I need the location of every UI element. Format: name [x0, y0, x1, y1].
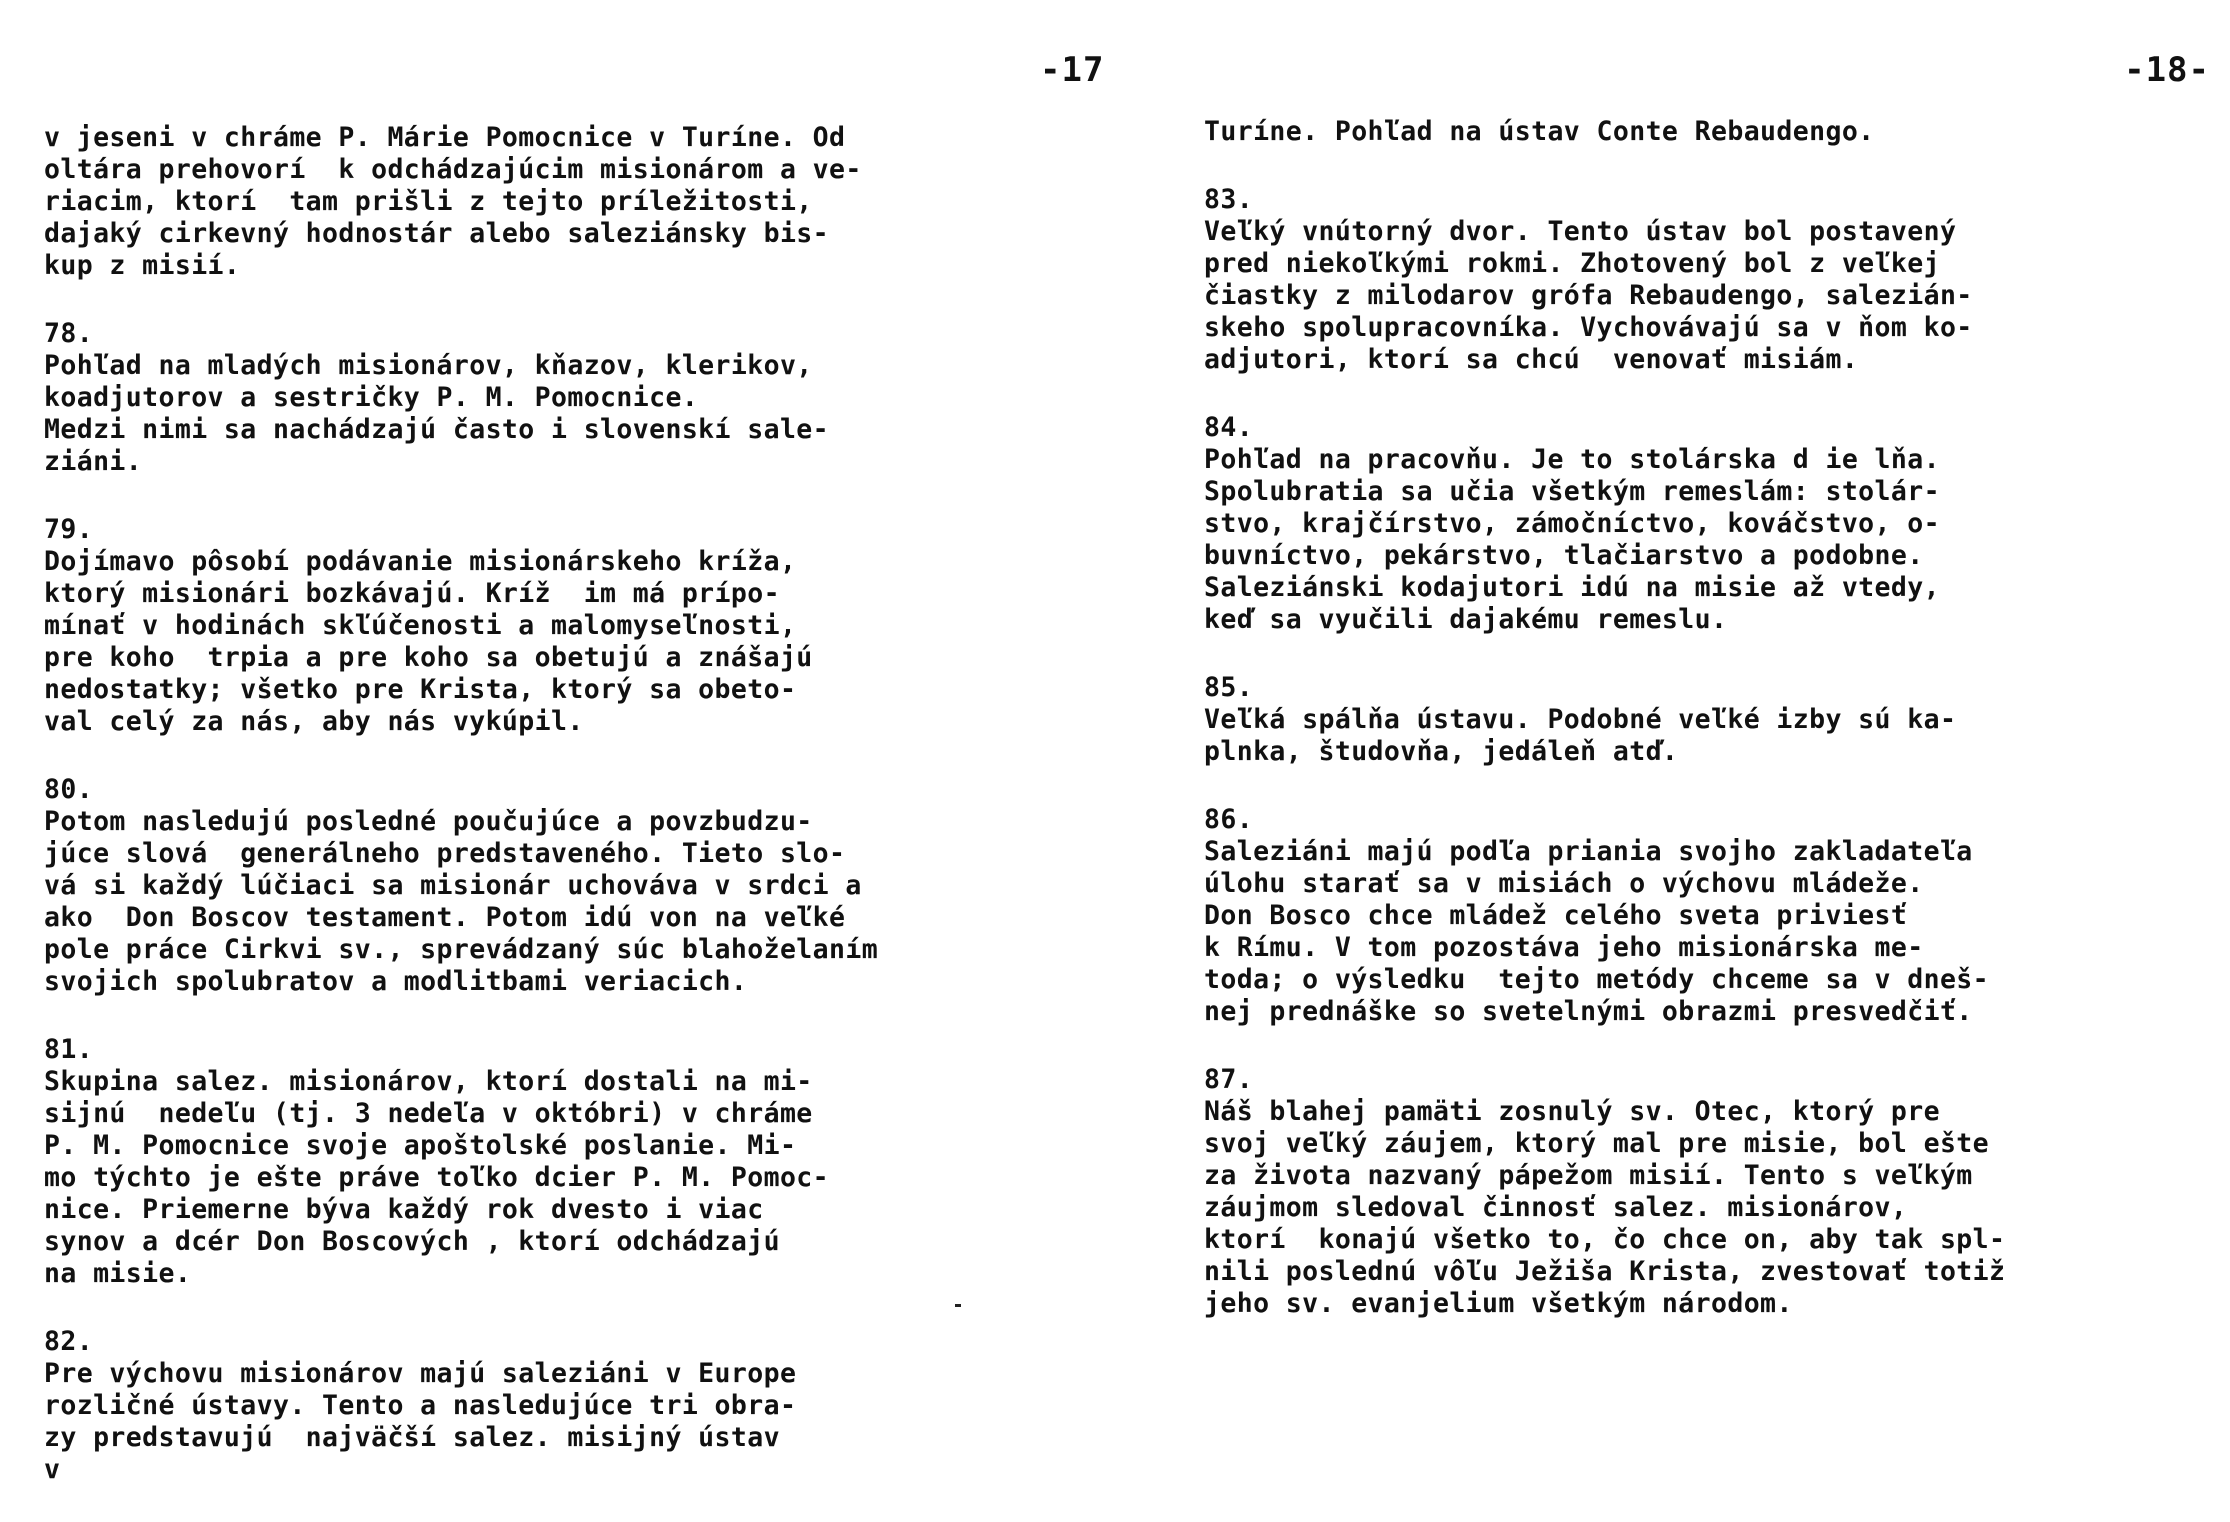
text-line: v [44, 1454, 61, 1485]
paragraph-number: 85. [1204, 672, 1254, 703]
paragraph [1204, 412, 2005, 636]
text-line: oltára prehovorí k odchádzajúcim misionárom a ve- [44, 154, 862, 185]
text-line: dajaký cirkevný hodnostár alebo saleziánsky bis- [44, 218, 830, 249]
text-line: nej prednáške so svetelnými obrazmi presvedčiť. [1204, 996, 1973, 1027]
text-line: vá si každý lúčiaci sa misionár uchováva v srdci a [44, 870, 862, 901]
text-line: Dojímavo pôsobí podávanie misionárskeho kríža, [44, 546, 797, 577]
text-line: Skupina salez. misionárov, ktorí dostali na mi- [44, 1066, 813, 1097]
paragraph [1204, 1064, 2005, 1320]
text-line: v jeseni v chráme P. Márie Pomocnice v Turíne. Od [44, 122, 846, 153]
text-line: Saleziáni majú podľa priania svojho zakladateľa [1204, 836, 1973, 867]
page-number: -17 [1040, 50, 1105, 90]
text-line: pre koho trpia a pre koho sa obetujú a znášajú [44, 642, 813, 673]
text-line: svoj veľký záujem, ktorý mal pre misie, bol ešte [1204, 1128, 1990, 1159]
paragraph [44, 318, 878, 478]
text-line: ako Don Boscov testament. Potom idú von na veľké [44, 902, 846, 933]
paragraph [1204, 116, 2005, 148]
text-line: úlohu starať sa v misiách o výchovu mládeže. [1204, 868, 1924, 899]
paragraph-number: 82. [44, 1326, 94, 1357]
paragraph-number: 78. [44, 318, 94, 349]
text-line: čiastky z milodarov grófa Rebaudengo, salezián- [1204, 280, 1973, 311]
text-line: pole práce Cirkvi sv., sprevádzaný súc blahoželaním [44, 934, 879, 965]
text-line: koadjutorov a sestričky P. M. Pomocnice. [44, 382, 699, 413]
text-line: Saleziánski kodajutori idú na misie až vtedy, [1204, 572, 1940, 603]
right-page [1115, 0, 2230, 1500]
text-line: Turíne. Pohľad na ústav Conte Rebaudengo. [1204, 116, 1875, 147]
text-line: buvníctvo, pekárstvo, tlačiarstvo a podobne. [1204, 540, 1924, 571]
paragraph [44, 122, 878, 282]
paragraph [44, 774, 878, 998]
text-line: ktorý misionári bozkávajú. Kríž im má prípo- [44, 578, 780, 609]
text-line: nili poslednú vôľu Ježiša Krista, zvestovať totiž [1204, 1256, 2006, 1287]
text-line: ktorí konajú všetko to, čo chce on, aby tak spl- [1204, 1224, 2006, 1255]
paragraph-number: 84. [1204, 412, 1254, 443]
text-line: nedostatky; všetko pre Krista, ktorý sa obeto- [44, 674, 797, 705]
text-line: záujmom sledoval činnosť salez. misionárov, [1204, 1192, 1908, 1223]
text-line: Potom nasledujú posledné poučujúce a povzbudzu- [44, 806, 813, 837]
text-line: Pohľad na mladých misionárov, kňazov, klerikov, [44, 350, 813, 381]
text-column [44, 122, 878, 1522]
paragraph-number: 86. [1204, 804, 1254, 835]
text-line: Spolubratia sa učia všetkým remeslám: stolár- [1204, 476, 1940, 507]
text-line: plnka, študovňa, jedáleň atď. [1204, 736, 1679, 767]
text-line: za života nazvaný pápežom misií. Tento s veľkým [1204, 1160, 1973, 1191]
text-line: Veľký vnútorný dvor. Tento ústav bol postavený [1204, 216, 1957, 247]
paragraph-number: 80. [44, 774, 94, 805]
text-line: kup z misií. [44, 250, 241, 281]
text-line: svojich spolubratov a modlitbami veriacich. [44, 966, 748, 997]
text-line: toda; o výsledku tejto metódy chceme sa v dneš- [1204, 964, 1990, 995]
text-column [1204, 116, 2005, 1356]
text-line: riacim, ktorí tam prišli z tejto príležitosti, [44, 186, 813, 217]
paragraph-number: 79. [44, 514, 94, 545]
text-line: keď sa vyučili dajakému remeslu. [1204, 604, 1728, 635]
text-line: stvo, krajčírstvo, zámočníctvo, kováčstvo, o- [1204, 508, 1940, 539]
text-line: nice. Priemerne býva každý rok dvesto i viac [44, 1194, 764, 1225]
text-line: val celý za nás, aby nás vykúpil. [44, 706, 584, 737]
paragraph [1204, 672, 2005, 768]
text-line: zy predstavujú najväčší salez. misijný ústav [44, 1422, 780, 1453]
stray-mark [955, 1304, 961, 1307]
text-line: adjutori, ktorí sa chcú venovať misiám. [1204, 344, 1859, 375]
text-line: synov a dcér Don Boscových , ktorí odchádzajú [44, 1226, 780, 1257]
text-line: Medzi nimi sa nachádzajú často i slovenskí sale- [44, 414, 830, 445]
paragraph-number: 83. [1204, 184, 1254, 215]
paragraph [44, 514, 878, 738]
text-line: mo týchto je ešte práve toľko dcier P. M. Pomoc- [44, 1162, 830, 1193]
text-line: skeho spolupracovníka. Vychovávajú sa v ňom ko- [1204, 312, 1973, 343]
text-line: pred niekoľkými rokmi. Zhotovený bol z veľkej [1204, 248, 1940, 279]
left-page [0, 0, 1115, 1500]
text-line: rozličné ústavy. Tento a nasledujúce tri obra- [44, 1390, 797, 1421]
text-line: Don Bosco chce mládež celého sveta priviesť [1204, 900, 1908, 931]
paragraph-number: 81. [44, 1034, 94, 1065]
paragraph [1204, 804, 2005, 1028]
paragraph [44, 1034, 878, 1290]
text-line: Náš blahej pamäti zosnulý sv. Otec, ktorý pre [1204, 1096, 1940, 1127]
text-line: ziáni. [44, 446, 143, 477]
paragraph-number: 87. [1204, 1064, 1254, 1095]
text-line: Pre výchovu misionárov majú saleziáni v Europe [44, 1358, 797, 1389]
text-line: P. M. Pomocnice svoje apoštolské poslanie. Mi- [44, 1130, 797, 1161]
text-line: k Rímu. V tom pozostáva jeho misionárska me- [1204, 932, 1924, 963]
text-line: júce slová generálneho predstaveného. Tieto slo- [44, 838, 846, 869]
text-line: jeho sv. evanjelium všetkým národom. [1204, 1288, 1793, 1319]
paragraph [44, 1326, 878, 1486]
text-line: Veľká spálňa ústavu. Podobné veľké izby sú ka- [1204, 704, 1957, 735]
text-line: Pohľad na pracovňu. Je to stolárska d ie lňa. [1204, 444, 1940, 475]
text-line: mínať v hodinách skľúčenosti a malomyseľnosti, [44, 610, 797, 641]
page-number: -18- [2124, 50, 2210, 90]
text-line: sijnú nedeľu (tj. 3 nedeľa v októbri) v chráme [44, 1098, 813, 1129]
text-line: na misie. [44, 1258, 192, 1289]
paragraph [1204, 184, 2005, 376]
